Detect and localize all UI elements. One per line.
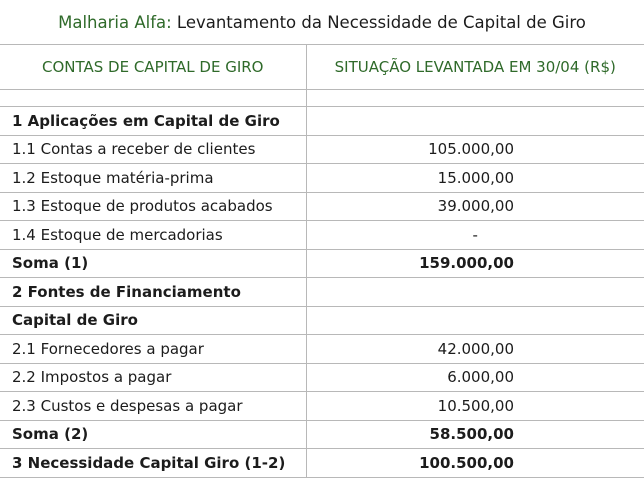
row-label: 2.1 Fornecedores a pagar [0,335,306,364]
row-value [306,278,644,307]
row-value: 42.000,00 [306,335,644,364]
row-value: - [306,221,644,250]
row-value: 100.500,00 [306,449,644,478]
row-value: 15.000,00 [306,164,644,193]
row-value: 58.500,00 [306,420,644,449]
header-situation: SITUAÇÃO LEVANTADA EM 30/04 (R$) [306,45,644,90]
table-row [0,392,644,421]
row-value: 105.000,00 [306,135,644,164]
row-label: Capital de Giro [0,306,306,335]
row-label: 1.3 Estoque de produtos acabados [0,192,306,221]
row-label: 1 Aplicações em Capital de Giro [0,107,306,136]
header-row [0,45,644,90]
row-value: 159.000,00 [306,249,644,278]
table-row [0,135,644,164]
table-row [0,221,644,250]
table-row [0,449,644,478]
table-title [0,0,644,45]
table-row [0,363,644,392]
row-value: 39.000,00 [306,192,644,221]
row-value: 10.500,00 [306,392,644,421]
title-text: Levantamento da Necessidade de Capital de Giro [176,12,586,32]
spacer-row [0,90,644,107]
row-label: 2.3 Custos e despesas a pagar [0,392,306,421]
table-row [0,164,644,193]
capital-table [0,45,644,478]
table-row [0,420,644,449]
table-row [0,278,644,307]
header-accounts: CONTAS DE CAPITAL DE GIRO [0,45,306,90]
row-label: 1.1 Contas a receber de clientes [0,135,306,164]
row-label: Soma (2) [0,420,306,449]
table-row [0,249,644,278]
table-row [0,335,644,364]
row-value: 6.000,00 [306,363,644,392]
row-label: 2.2 Impostos a pagar [0,363,306,392]
table-row [0,306,644,335]
row-value [306,107,644,136]
row-value [306,306,644,335]
row-label: 1.4 Estoque de mercadorias [0,221,306,250]
row-label: 1.2 Estoque matéria-prima [0,164,306,193]
table-row [0,107,644,136]
row-label: Soma (1) [0,249,306,278]
row-label: 3 Necessidade Capital Giro (1-2) [0,449,306,478]
title-company: Malharia Alfa: [58,12,172,32]
table-row [0,192,644,221]
row-label: 2 Fontes de Financiamento [0,278,306,307]
